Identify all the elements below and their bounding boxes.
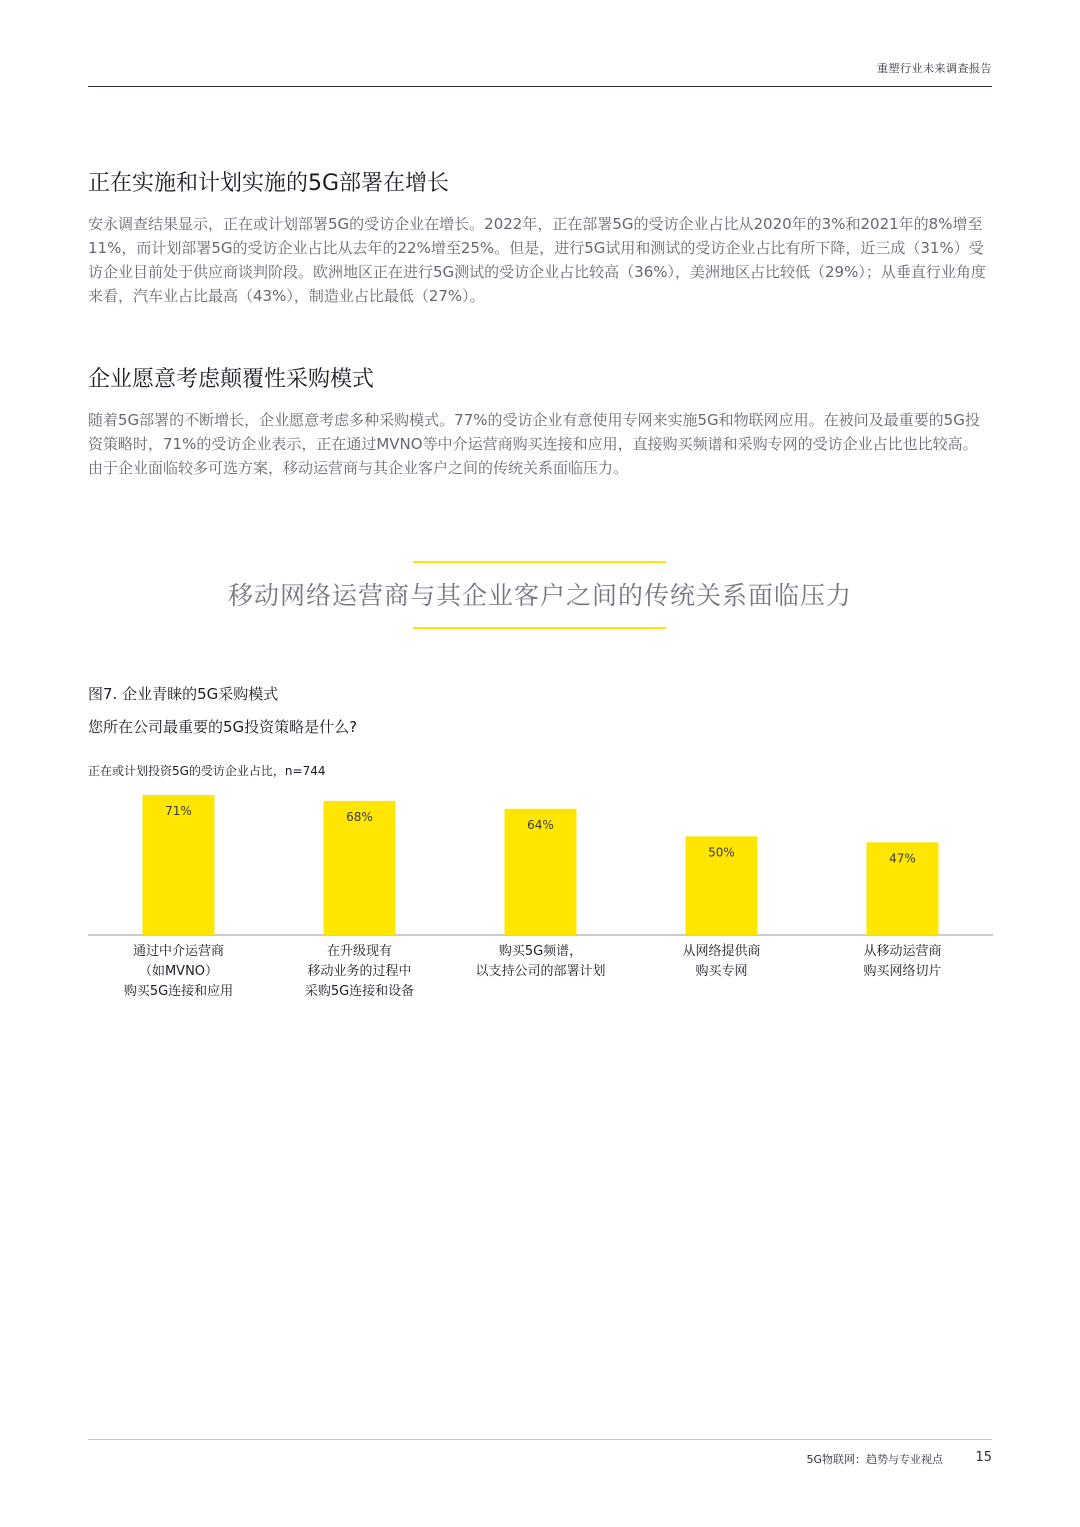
category-label-3: 购买5G频谱，以支持公司的部署计划 (475, 944, 606, 979)
report-title: 重塑行业未来调查报告 (877, 62, 992, 75)
figure-title: 图7. 企业青睐的5G采购模式 (88, 685, 279, 703)
category-label-4: 从网络提供商购买专网 (682, 944, 761, 979)
category-label-5: 从移动运营商购买网络切片 (863, 944, 942, 979)
bar-value-label-3: 64% (527, 817, 554, 832)
bar-chart (88, 780, 993, 1010)
header-divider (88, 86, 992, 87)
bar-value-label-5: 47% (889, 851, 916, 866)
footer-divider (88, 1439, 992, 1440)
category-label-2: 在升级现有移动业务的过程中采购5G连接和设备 (304, 944, 415, 999)
section-heading-procurement: 企业愿意考虑颠覆性采购模式 (88, 367, 375, 392)
footer-title: 5G物联网：趋势与专业视点 (806, 1453, 943, 1466)
bar-value-label-4: 50% (708, 845, 735, 860)
pull-quote-top-rule (413, 561, 666, 563)
page-number: 15 (975, 1450, 992, 1465)
figure-question: 您所在公司最重要的5G投资策略是什么? (88, 718, 358, 736)
bar-value-label-2: 68% (346, 809, 373, 824)
pull-quote: 移动网络运营商与其企业客户之间的传统关系面临压力 (227, 581, 852, 610)
section-heading-deployment: 正在实施和计划实施的5G部署在增长 (88, 171, 450, 196)
section-body-deployment: 安永调查结果显示，正在或计划部署5G的受访企业在增长。2022年，正在部署5G的受访企业占比从2020年的3%和2021年的8%增至11%，而计划部署5G的受访企业占比从去年的22%增至25%。但是，进行5G试用和测试的受访企业占比有所下降，近三成（31%）受访企业目前处于供应商谈判阶段。欧洲地区正在进行5G测试的受访企业占比较高（36%），美洲地区占比较低（29%）；从垂直行业角度来看，汽车业占比最高（43%），制造业占比最低（27%）。 (88, 215, 986, 305)
bar-value-label-1: 71% (165, 804, 192, 818)
section-body-procurement: 随着5G部署的不断增长，企业愿意考虑多种采购模式。77%的受访企业有意使用专网来实施5G和物联网应用。在被问及最重要的5G投资策略时，71%的受访企业表示，正在通过MVNO等中介运营商购买连接和应用，直接购买频谱和采购专网的受访企业占比也比较高。由于企业面临较多可选方案，移动运营商与其企业客户之间的传统关系面临压力。 (88, 411, 980, 477)
category-label-1: 通过中介运营商（如MVNO）购买5G连接和应用 (123, 944, 234, 999)
pull-quote-bottom-rule (413, 627, 666, 629)
figure-note: 正在或计划投资5G的受访企业占比，n=744 (88, 764, 326, 778)
